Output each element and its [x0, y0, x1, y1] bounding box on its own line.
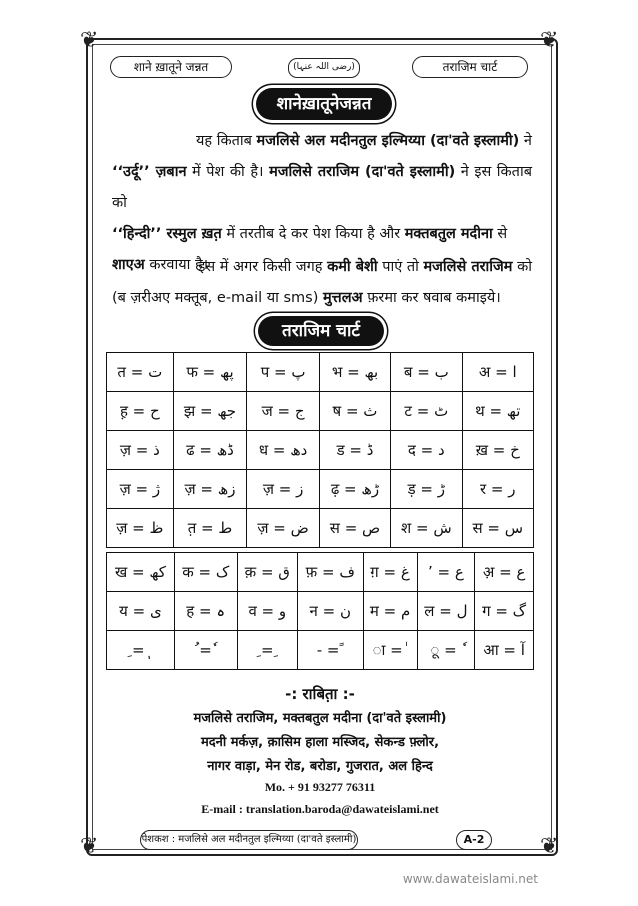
table-row [107, 392, 534, 431]
text-run: ने [519, 133, 532, 149]
table-cell: त = ت [107, 353, 174, 392]
table-cell: ग = گ [475, 592, 534, 631]
table-cell: फ़ = ف [298, 553, 364, 592]
table-row [107, 631, 534, 670]
table-cell: ष = ث [319, 392, 390, 431]
table-cell: स = س [462, 509, 533, 548]
chart-title: तराजिम चार्ट [258, 316, 384, 346]
table-cell: ह़ = ح [107, 392, 174, 431]
table-cell: र = ر [462, 470, 533, 509]
table-cell: न = ن [298, 592, 364, 631]
table-cell: ढ़ = ڑھ [319, 470, 390, 509]
contact-email: E-mail : translation.baroda@dawateislami.net [201, 802, 439, 816]
table-cell: ख = کھ [107, 553, 175, 592]
table-cell: झ = جھ [173, 392, 247, 431]
table-cell: ज़ = ذ [107, 431, 174, 470]
text-bold: ‘‘हिन्दी’’ रस्मुल ख़त़ [112, 226, 222, 242]
table-cell: ग़ = غ [363, 553, 417, 592]
header-honorific: (رضی اللہ عنہا) [288, 58, 360, 78]
text-run: इस में अगर किसी जगह [198, 259, 328, 275]
table-cell: य = ی [107, 592, 175, 631]
text-run: (ब ज़रीअए मक्तूब, e-mail या sms) [112, 290, 324, 306]
page-number: A-2 [456, 830, 492, 850]
table-cell: द = د [391, 431, 463, 470]
table-cell: भ = بھ [319, 353, 390, 392]
contact-heading: -: राबित़ा :- [285, 685, 355, 703]
table-cell: म = م [363, 592, 417, 631]
table-row [107, 431, 534, 470]
table-cell: श = ش [391, 509, 463, 548]
text-bold: मक्तबतुल मदीना [404, 226, 493, 242]
header-section-title: तराजिम चार्ट [412, 56, 528, 78]
transliteration-table-lower [106, 552, 534, 670]
text-run: को [512, 259, 532, 275]
text-bold: शाएअ [112, 257, 145, 273]
table-cell: अ = ا [462, 353, 533, 392]
table-cell: अ़ = ع [475, 553, 534, 592]
footer-publisher: पेशकश : मजलिसे अल मदीनतुल इल्मिय्या (दा'वते इस्लामी) [140, 830, 358, 850]
contact-address-2: नागर वाड़ा, मेन रोड, बरोडा, गुजरात, अल हिन्द [207, 759, 433, 774]
corner-ornament-icon: ❦ [80, 28, 99, 53]
table-cell: ’ = ع [417, 553, 475, 592]
transliteration-table-upper [106, 352, 534, 548]
table-cell: ِ = ِ [237, 631, 297, 670]
table-cell: ज़ = ز [247, 470, 320, 509]
table-cell: फ = پھ [173, 353, 247, 392]
table-cell: ِ = ٖ [107, 631, 175, 670]
text-run: पाएं तो [377, 259, 424, 275]
table-cell: व = و [237, 592, 297, 631]
text-run: में तरतीब दे कर पेश किया है और [221, 226, 405, 242]
table-cell: ह = ہ [174, 592, 237, 631]
text-run: फ़रमा कर षवाब कमाइये। [362, 290, 501, 306]
table-cell: आ = آ [475, 631, 534, 670]
table-cell: ज = ج [247, 392, 320, 431]
table-cell: ज़ = ظ [107, 509, 174, 548]
table-cell: - = ً [298, 631, 364, 670]
corner-ornament-icon: ❦ [540, 834, 559, 859]
table-cell: ब = ب [391, 353, 463, 392]
table-cell: ा = ٰ [363, 631, 417, 670]
text-bold: मजलिसे तराजिम (दा'वते इस्लामी) [269, 164, 456, 180]
corner-ornament-icon: ❦ [80, 834, 99, 859]
corner-ornament-icon: ❦ [540, 28, 559, 53]
text-run: में पेश की है। [186, 164, 270, 180]
contact-org: मजलिसे तराजिम, मक्तबतुल मदीना (दा'वते इस्लामी) [193, 711, 447, 726]
table-cell: ल = ل [417, 592, 475, 631]
text-bold: ‘‘उर्दू’’ ज़बान [112, 164, 187, 180]
table-cell: ध = دھ [247, 431, 320, 470]
text-bold: मजलिसे तराजिम [423, 259, 513, 275]
table-cell: त़ = ط [173, 509, 247, 548]
page-title: शानेख़ातूनेजन्नत [256, 88, 392, 120]
table-cell: ट = ٹ [391, 392, 463, 431]
table-cell: स = ص [319, 509, 390, 548]
contact-phone: Mo. + 91 93277 76311 [264, 780, 376, 794]
table-cell: ज़ = زھ [173, 470, 247, 509]
table-cell: ू = ٗ [417, 631, 475, 670]
text-run: से [492, 226, 508, 242]
contact-address-1: मदनी मर्कज़, क़ासिम हाला मस्जिद, सेकन्ड फ़्लोर, [200, 735, 440, 750]
header-book-title: शाने ख़ातूने जन्नत [110, 56, 232, 78]
table-cell: ज़ = ض [247, 509, 320, 548]
table-row [107, 509, 534, 548]
table-cell: ُ = ٗ [174, 631, 237, 670]
table-cell: क = ک [174, 553, 237, 592]
table-cell: ढ = ڈھ [173, 431, 247, 470]
table-cell: ड़ = ڑ [391, 470, 463, 509]
table-cell: ज़ = ژ [107, 470, 174, 509]
feedback-paragraph [112, 252, 532, 314]
watermark: www.dawateislami.net [402, 872, 538, 886]
table-cell: क़ = ق [237, 553, 297, 592]
table-cell: ख़ = خ [462, 431, 533, 470]
text-run: ने इस किताब को [112, 164, 532, 211]
table-cell: प = پ [247, 353, 320, 392]
table-row [107, 592, 534, 631]
table-cell: ड = ڈ [319, 431, 390, 470]
text-bold: मुत्तलअ [323, 290, 363, 306]
table-row [107, 553, 534, 592]
table-row [107, 353, 534, 392]
text-bold: मजलिसे अल मदीनतुल इल्मिय्या (दा'वते इस्लामी) [256, 133, 520, 149]
text-run: यह किताब [196, 133, 257, 149]
table-cell: थ = تھ [462, 392, 533, 431]
text-run: करवाया है। [144, 257, 209, 273]
table-row [107, 470, 534, 509]
text-bold: कमी बेशी [327, 259, 378, 275]
